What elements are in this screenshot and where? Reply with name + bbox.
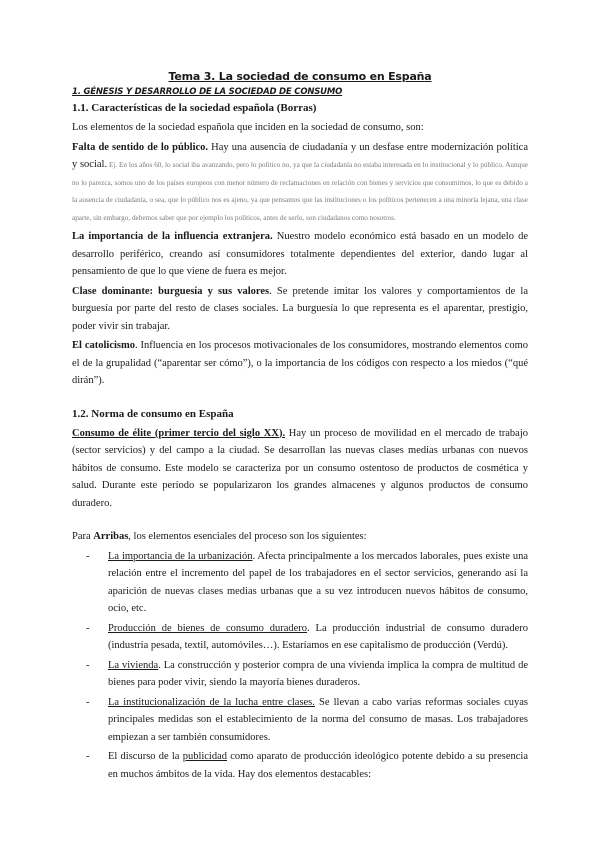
paragraph-arribas [72, 528, 528, 546]
list-item-text: como aparato de producción ideológico potente debido a su presencia en muchos ámbitos de la vida. Hay dos elementos destacables: [108, 751, 528, 780]
list-item-text: . Afecta principalmente a los mercados laborales, pues existe una relación entre el incremento del papel de los trabajadores en el sector servicios, generando así la aparición de nuevas clases medias urbanas que a su vez introducen nuevos hábitos de consumo, ocio, etc. [108, 550, 528, 614]
list-item-text: . La construcción y posterior compra de una vivienda implica la compra de multitud de bienes para poder vivir, siendo la mayoría bienes duraderos. [108, 659, 529, 688]
list-item-title: Producción de bienes de consumo duradero [108, 622, 308, 634]
paragraph-extranjera-text: Nuestro modelo económico está basado en un modelo de desarrollo periférico, creando así consumidores totalmente dependientes del exterior, dando lugar al pensamiento de que lo que viene de fuera es mejor. [72, 231, 528, 277]
subsection-heading-1-1: 1.1. Características de la sociedad española (Borras) [72, 102, 317, 114]
list-item [72, 657, 528, 692]
paragraph-publico-title: Falta de sentido de lo público. [72, 141, 209, 153]
list-item [72, 548, 528, 618]
elements-list [72, 548, 528, 784]
paragraph-arribas-pre: Para [72, 531, 94, 542]
paragraph-publico [72, 139, 528, 227]
paragraph-extranjera [72, 228, 528, 281]
paragraph-extranjera-title: La importancia de la influencia extranjera. [72, 231, 273, 242]
paragraph-arribas-author: Arribas [93, 531, 129, 542]
paragraph-publico-text: Hay una ausencia de ciudadanía y un desfase entre modernización política y social. [72, 141, 528, 170]
list-item-text: Se llevan a cabo varias reformas sociales cuyas principales medidas son el establecimiento de la norma del consumo de masas. Los trabajadores empiezan a ser también consumidores. [108, 696, 528, 743]
list-item-title: publicidad [182, 751, 228, 762]
document-title: Tema 3. La sociedad de consumo en España [168, 70, 432, 83]
paragraph-elite-text: Hay un proceso de movilidad en el mercado de trabajo (sector servicios) y del campo a la ciudad. Se desarrollan las nuevas clases medias urbanas con nuevos hábitos de consumo. Este modelo se caracteriza por un consumo ostentoso de productos de cosmética y salud. Durante este período se popularizaron los grandes almacenes y algunos productos de consumo duradero. [72, 427, 528, 509]
paragraph-burguesia-text: . Se pretende imitar los valores y comportamientos de la burguesía por parte del resto de clases sociales. La burguesía lo que representa es el aparentar, prestigio, poder vivir sin trabajar. [72, 285, 528, 332]
intro-paragraph: Los elementos de la sociedad española que inciden en la sociedad de consumo, son: [72, 122, 424, 133]
paragraph-arribas-text: , los elementos esenciales del proceso son los siguientes: [128, 531, 367, 542]
spacer [72, 392, 528, 406]
list-item [72, 694, 528, 747]
list-item [72, 748, 528, 783]
section-heading: 1. GÉNESIS Y DESARROLLO DE LA SOCIEDAD DE CONSUMO [72, 87, 343, 97]
list-item [72, 620, 528, 655]
paragraph-catolicismo-title: El catolicismo [72, 340, 135, 351]
paragraph-catolicismo-text: . Influencia en los procesos motivacionales de los consumidores, mostrando elementos como el de la grupalidad (“aparentar ser cómo”), o la importancia de los códigos con respecto a los miedos (“qué dirán”). [72, 340, 528, 386]
paragraph-catolicismo [72, 337, 528, 390]
paragraph-elite [72, 425, 528, 513]
paragraph-burguesia-title: Clase dominante: burguesía y sus valores [72, 285, 270, 297]
list-item-title: La importancia de la urbanización [108, 550, 253, 562]
list-item-title: La vivienda [108, 659, 159, 671]
list-item-pre: El discurso de la [108, 751, 183, 762]
paragraph-publico-example: Ej. En los años 60, lo social iba avanzando, pero lo político no, ya que la ciudadanía no estaba interesada en lo institucional y lo público. Aunque no lo parezca, somos uno de los países europeos con menor número de reclamaciones en relación con bienes y servicios que consumimos, lo que es debido a la ausencia de ciudadanía, o sea, que lo público nos es ajeno, ya que pensamos que las instituciones o los políticos pertenecen a una minoría lejana, una clase aparte, sin embargo, debemos saber que por ejemplo los políticos, antes de serlo, son ciudadanos como nosotros. [72, 161, 528, 222]
list-item-title: La institucionalización de la lucha entre clases. [108, 696, 315, 708]
paragraph-burguesia [72, 283, 528, 336]
paragraph-elite-title: Consumo de élite (primer tercio del siglo XX). [72, 427, 286, 439]
subsection-heading-1-2: 1.2. Norma de consumo en España [72, 407, 234, 420]
list-item-text: . La producción industrial de consumo duradero (industria pesada, textil, automóviles…). Estaríamos en ese capitalismo de producción (Verdú). [108, 622, 528, 651]
spacer [72, 514, 528, 528]
